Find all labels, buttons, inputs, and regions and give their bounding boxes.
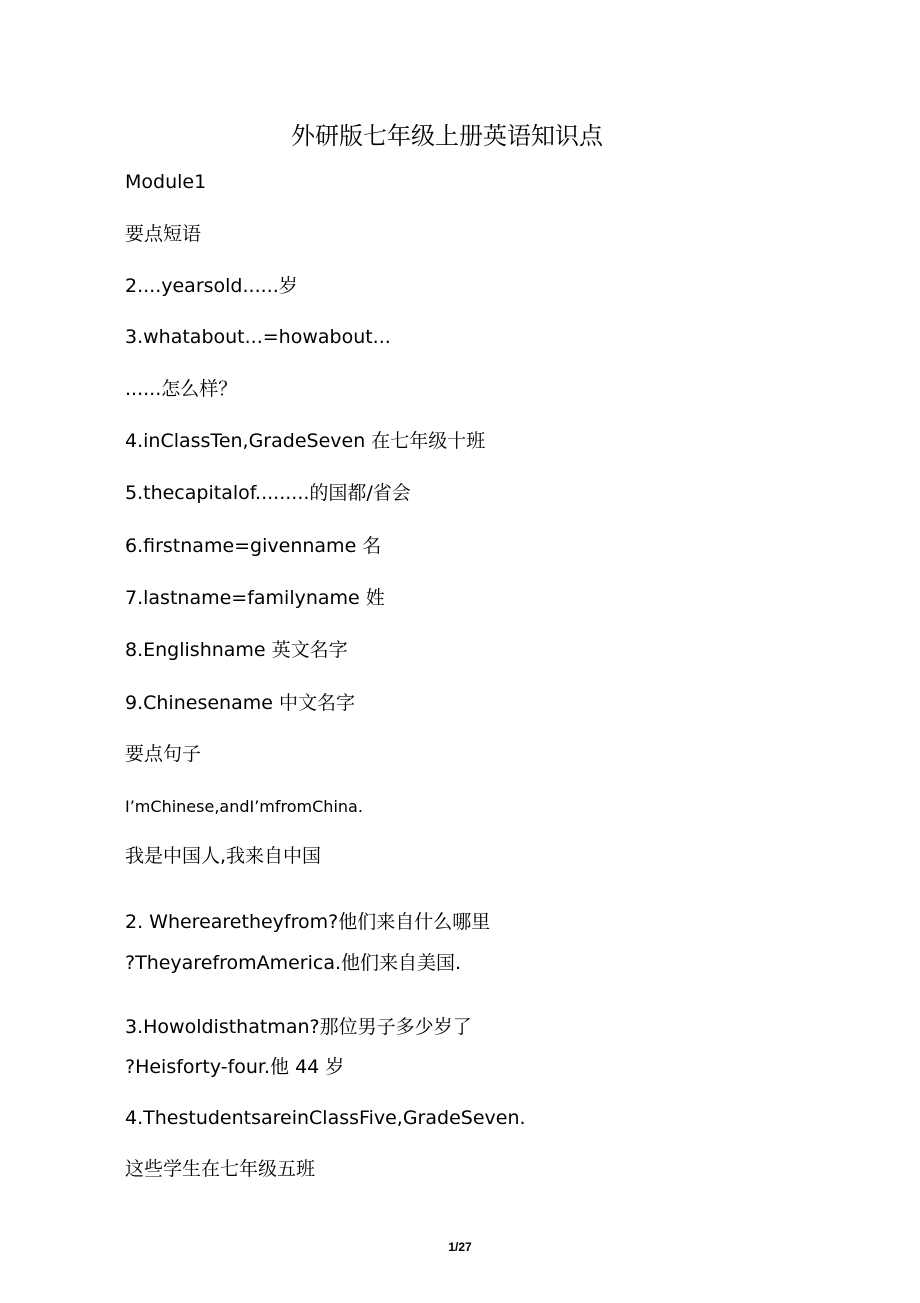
sentence-translation: 这些学生在七年级五班 (125, 1158, 316, 1180)
sentence-item-continuation: ?TheyarefromAmerica.他们来自美国. (125, 952, 462, 974)
sentence-item: 2. Wherearetheyfrom?他们来自什么哪里 (125, 911, 491, 933)
phrase-item: 9.Chinesename 中文名字 (125, 692, 355, 714)
phrase-item: 2....yearsold......岁 (125, 275, 298, 297)
sentence-item: 3.Howoldisthatman?那位男子多少岁了 (125, 1016, 472, 1038)
phrase-item: 6.firstname=givenname 名 (125, 535, 382, 557)
page-number: 1/27 (448, 1240, 472, 1254)
phrase-item: 8.Englishname 英文名字 (125, 639, 348, 661)
section-heading-sentences: 要点句子 (125, 743, 202, 765)
phrase-item: 4.inClassTen,GradeSeven 在七年级十班 (125, 430, 486, 452)
document-title: 外研版七年级上册英语知识点 (291, 122, 603, 150)
sentence-translation: 我是中国人,我来自中国 (125, 845, 322, 867)
section-heading-phrases: 要点短语 (125, 223, 202, 245)
phrase-item: 5.thecapitalof.........的国都/省会 (125, 482, 411, 504)
sentence-item: 4.ThestudentsareinClassFive,GradeSeven. (125, 1107, 526, 1129)
sentence-item-continuation: ?Heisforty-four.他 44 岁 (125, 1056, 345, 1078)
phrase-item: 3.whatabout...=howabout... (125, 326, 391, 348)
module-heading: Module1 (125, 171, 207, 193)
sentence-item: I’mChinese,andI’mfromChina. (125, 797, 363, 816)
phrase-item: 7.lastname=familyname 姓 (125, 587, 385, 609)
phrase-item-continuation: ......怎么样？ (125, 378, 238, 400)
